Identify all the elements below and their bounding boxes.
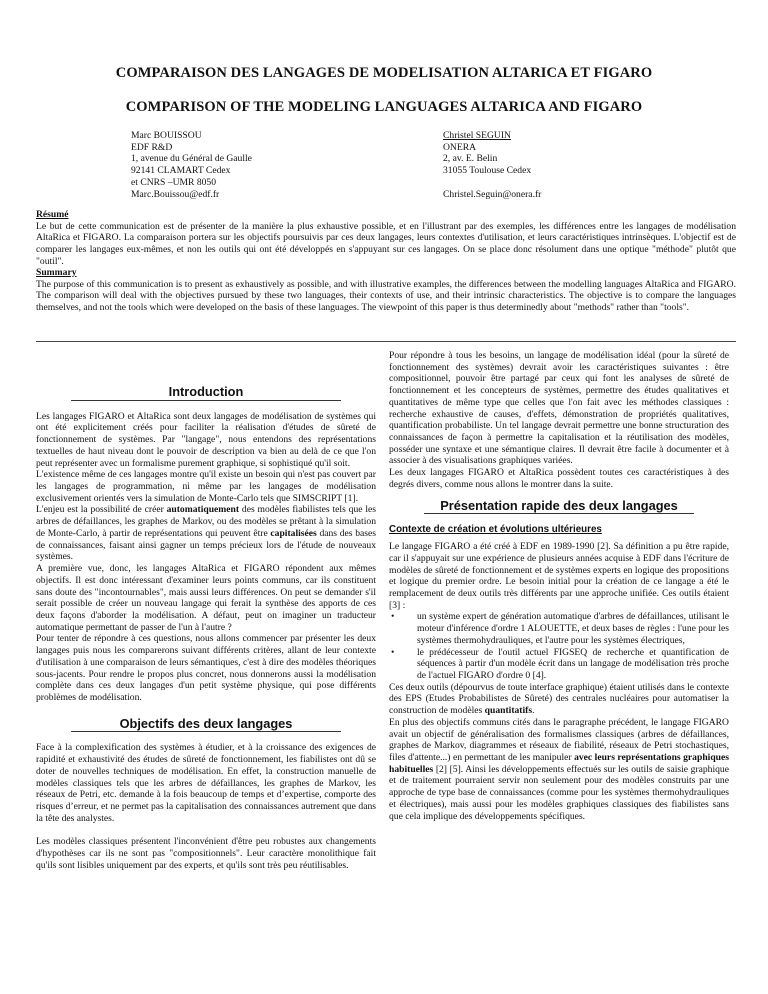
left-column — [36, 350, 376, 871]
author-name: Christel SEGUIN — [443, 130, 511, 141]
right-column — [389, 350, 729, 822]
summary-text: The purpose of this communication is to present as exhaustively as possible, and with illustrative examples, the differences between the modelling languages AltaRica and FIGARO. The comparison will deal with the objectives pursued by these two languages, their contexts of use, and their intrinsic characteristics. The objective is to compare the languages themselves, and not the tools which were developed on the basis of these languages. The viewpoint of this paper is thus determinedly about "methods" rather than "tools". — [36, 278, 736, 314]
author-spacer — [443, 177, 541, 189]
section-divider — [36, 341, 736, 342]
requirements-paragraph: Les deux langages FIGARO et AltaRica possèdent toutes ces caractéristiques à des degrés divers, comme nous allons le montrer dans la suite. — [389, 467, 729, 490]
author-address-street: 1, avenue du Général de Gaulle — [131, 153, 252, 165]
column-spacer — [36, 350, 376, 386]
intro-paragraph: Les langages FIGARO et AltaRica sont deux langages de modélisation de systèmes qui ont été explicitement créés pour faciliter la réalisation d'études de sûreté de fonctionnement de systèmes. Par "langage", nous entendons des représentations textuelles de haut niveau dont le pouvoir de description va bien au delà de ce que l'on peut représenter avec un formalisme purement graphique, si sophistiqué qu'il soit. — [36, 410, 376, 469]
resume-section — [36, 209, 736, 268]
intro-paragraph: L'enjeu est la possibilité de créer automatiquement des modèles fiabilistes tels que les arbres de défaillances, les graphes de Markov, ou des modèles se prêtant à la simulation de Monte-Carlo, à partir de représentations qui peuvent être capitalisées dans des bases de connaissances, faisant ainsi gagner un temps précieux lors de l'étude de nouveaux systèmes. — [36, 504, 376, 563]
author-email: Christel.Seguin@onera.fr — [443, 188, 542, 200]
objectifs-paragraph: Les modèles classiques présentent l'inconvénient d'être peu robustes aux changements d'hypothèses car ils ne sont pas "compositionnels". Leur caractère monolithique fait qu'ils sont lisibles uniquement par des experts, et qu'ils sont très peu réutilisables. — [36, 836, 376, 871]
objectifs-paragraph: Face à la complexification des systèmes à étudier, et à la croissance des exigences de rapidité et exhaustivité des études de sûreté de fonctionnement, les fiabilistes ont dû se doter de nouvelles techniques de modélisation. En effet, la construction manuelle de modèles classiques tels que les arbres de défaillances, les graphes de Markov, les réseaux de Petri, etc. demande à la fois beaucoup de temps et d’expertise, comporte des risques d’erreur, et ne permet pas la capitalisation des connaissances autrement que dans la tête des analystes. — [36, 742, 376, 824]
presentation-paragraph: Ces deux outils (dépourvus de toute interface graphique) étaient utilisés dans le contexte des EPS (Etudes Probabilistes de Sûreté) des centrales nucléaires pour automatiser la construction de modèles quantitatifs. — [389, 681, 729, 717]
presentation-paragraph: En plus des objectifs communs cités dans le paragraphe précédent, le langage FIGARO avait un objectif de généralisation des formalismes classiques (arbres de défaillances, graphes de Markov, diagrammes et réseaux de fiabilité, réseaux de Petri stochastiques, files d'attente...) en permettant de les manipuler avec leurs représentations graphiques habituelles [2] [5]. Ainsi les développements effectués sur les outils de saisie graphique et de traitement pourraient servir non seulement pour des modèles construits par une approche de type base de connaissances (comme pour les systèmes thermohydrauliques et électriques), mais aussi pour les modèles graphiques classiques des fiabilistes sans que cela implique des développements spécifiques. — [389, 716, 729, 822]
author-email: Marc.Bouissou@edf.fr — [131, 188, 220, 200]
requirements-paragraph: Pour répondre à tous les besoins, un langage de modélisation idéal (pour la sûreté de fonctionnement des systèmes) devrait avoir les caractéristiques suivantes : être compositionnel, pouvoir être partagé par ceux qui font les analyses de sûreté de fonctionnement et les concepteurs de systèmes, permettre des études qualitatives et quantitatives de même type que celles que l'on fait avec les méthodes classiques : recherche exhaustive de causes, d'effets, démonstration de propriétés qualitatives, quantification probabiliste. Un tel langage devrait permettre une bonne structuration des connaissances de façon à permettre la capitalisation et la réutilisation des modèles, posséder une syntaxe et une sémantique claires. Il devrait être facile à documenter et à associer à des visualisations graphiques variées. — [389, 350, 729, 467]
title-english: COMPARISON OF THE MODELING LANGUAGES ALTARICA AND FIGARO — [125, 99, 643, 115]
objectifs-heading: Objectifs des deux langages — [71, 718, 341, 733]
intro-heading: Introduction — [71, 386, 341, 401]
intro-paragraph: L'existence même de ces langages montre qu'il existe un besoin qui n'est pas couvert par les langages de programmation, ni même par les langages de modélisation exclusivement orientés vers la simulation de Monte-Carlo tels que SIMSCRIPT [1]. — [36, 469, 376, 504]
author-block-left — [131, 130, 252, 200]
emphasis: avec leurs représentations graphiques habituelles — [389, 752, 729, 775]
resume-heading: Résumé — [36, 209, 69, 220]
summary-section — [36, 267, 736, 314]
intro-paragraph: A première vue, donc, les langages AltaRica et FIGARO répondent aux mêmes objectifs. Il est donc intéressant d'examiner leurs points communs, car ils constituent sans doute des "incontournables", mais aussi leurs différences. On peut se demander s'il serait possible de créer un nouveau langage qui ferait la synthèse des apports de ces deux façons d'aborder la modélisation. A défaut, peut on imaginer un traducteur automatique permettant de passer de l'un à l'autre ? — [36, 563, 376, 633]
author-affiliation: EDF R&D — [131, 141, 173, 153]
context-subheading: Contexte de création et évolutions ultérieures — [389, 524, 602, 536]
author-affiliation-2: et CNRS –UMR 8050 — [131, 176, 217, 188]
emphasis: automatiquement — [166, 504, 240, 516]
author-block-right — [443, 130, 541, 200]
presentation-heading: Présentation rapide des deux langages — [424, 500, 694, 515]
bullet-icon: • — [391, 611, 395, 623]
summary-heading: Summary — [36, 267, 77, 278]
bullet-icon: • — [391, 646, 395, 658]
emphasis: quantitatifs — [484, 705, 533, 717]
author-name: Marc BOUISSOU — [131, 130, 202, 141]
list-item: • un système expert de génération automatique d'arbres de défaillances, utilisant le moteur d'inférence d'ordre 1 ALOUETTE, et deux bases de règles : l'une pour les systèmes thermohydrauliques, et l'autre pour les systèmes électriques, — [391, 611, 729, 646]
tools-list — [389, 611, 729, 681]
resume-text: Le but de cette communication est de présenter de la manière la plus exhaustive possible, et en l'illustrant par des exemples, les différences entre les langages de modélisation AltaRica et FIGARO. La comparaison portera sur les objectifs poursuivis par ces deux langages, leurs contextes d'utilisation, et leurs caractéristiques intrinsèques. L'objectif est de comparer les langages eux-mêmes, et non les outils qui ont été développés en s'appuyant sur ces langages. On se place donc résolument dans une optique "méthode" plutôt que "outil". — [36, 220, 736, 267]
list-item: • le prédécesseur de l'outil actuel FIGSEQ de recherche et quantification de séquences à partir d'un modèle écrit dans un langage de modélisation très proche de l'actuel FIGARO d'ordre 0 [4]. — [391, 646, 729, 681]
author-affiliation: ONERA — [443, 141, 477, 153]
presentation-paragraph: Le langage FIGARO a été créé à EDF en 1989-1990 [2]. Sa définition a pu être rapide, car il s'appuyait sur une expérience de plusieurs années acquise à EDF dans l'écriture de modèles de sûreté de fonctionnement et de systèmes experts en logique des propositions et logique du premier ordre. Le besoin initial pour la création de ce langage a été le remplacement de deux outils très différents par une approche unifiée. Ces outils étaient [3] : — [389, 541, 729, 611]
emphasis: capitalisées — [270, 527, 317, 539]
author-address-city: 92141 CLAMART Cedex — [131, 165, 231, 177]
author-address-city: 31055 Toulouse Cedex — [443, 165, 532, 177]
author-address-street: 2, av. E. Belin — [443, 153, 498, 165]
title-french: COMPARAISON DES LANGAGES DE MODELISATION ALTARICA ET FIGARO — [115, 65, 653, 81]
intro-paragraph: Pour tenter de répondre à ces questions, nous allons commencer par présenter les deux langages puis nous les comparerons suivant différents critères, allant de leur contexte d'utilisation à une comparaison de leurs sémantiques, c'est à dire des modèles théoriques sous-jacents. Pour rendre le propos plus concret, nous donnerons aussi la modélisation complète dans ces deux langages d'un petit système physique, qui pose différents problèmes de modélisation. — [36, 633, 376, 703]
